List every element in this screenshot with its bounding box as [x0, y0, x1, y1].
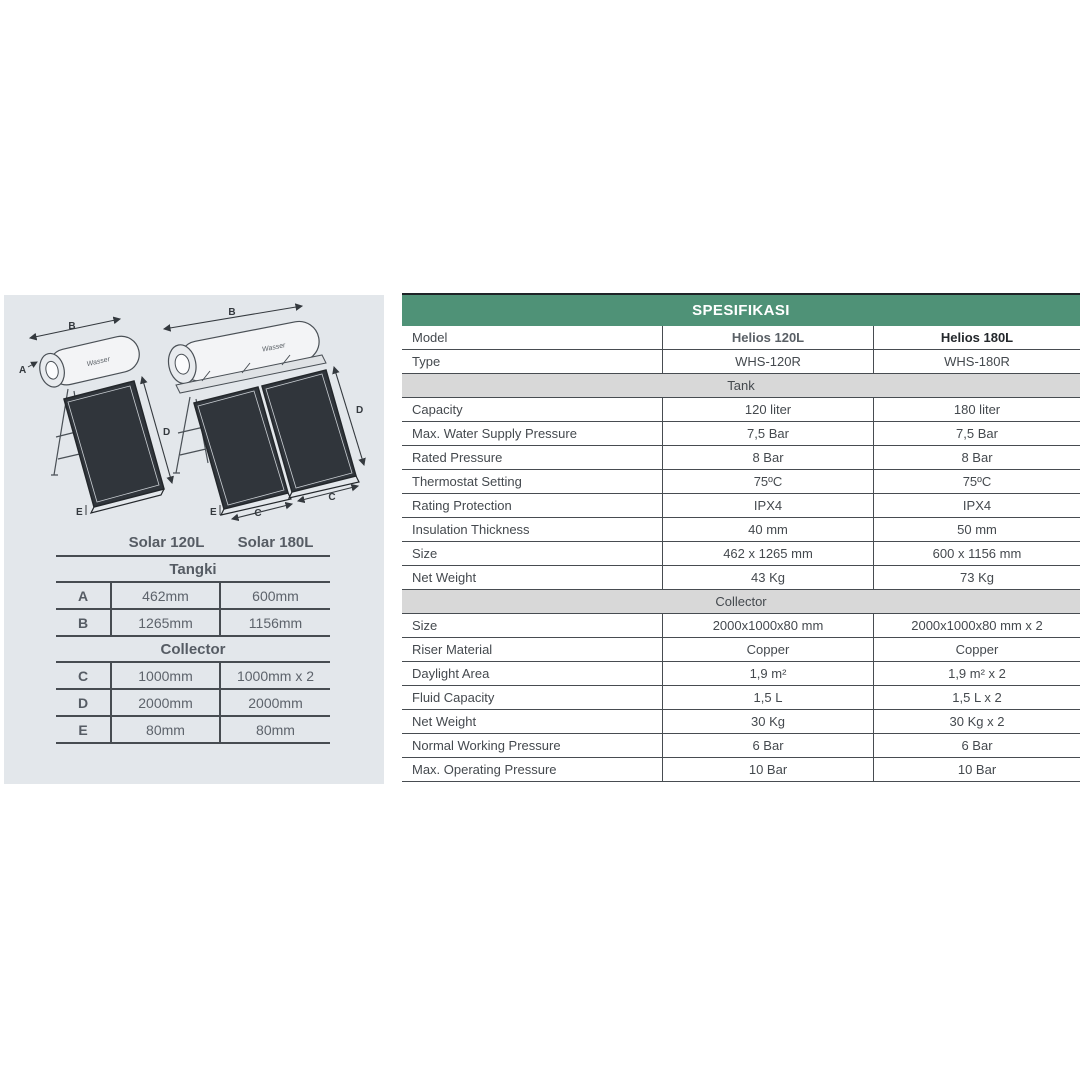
- spec-value: 6 Bar: [873, 734, 1080, 757]
- dim-label-d: D: [163, 427, 171, 438]
- spec-label: Model: [412, 330, 448, 345]
- dim-key: B: [56, 610, 112, 635]
- table-row: [56, 690, 330, 717]
- section-header-collector: Collector: [56, 637, 330, 663]
- dimension-table: [56, 529, 330, 744]
- dimension-table-header: [56, 529, 330, 557]
- spec-value: 7,5 Bar: [873, 422, 1080, 445]
- dim-key: E: [56, 717, 112, 742]
- spec-label: Daylight Area: [412, 666, 490, 681]
- spec-value: 30 Kg: [662, 710, 873, 733]
- dim-value: 462mm: [112, 583, 221, 608]
- dim-value: 600mm: [252, 587, 299, 604]
- spec-value: 1,5 L: [662, 686, 873, 709]
- spec-value: 180 liter: [873, 398, 1080, 421]
- table-row: [402, 734, 1080, 758]
- spec-value: 75ºC: [873, 470, 1080, 493]
- dim-label-a: A: [19, 365, 27, 376]
- table-row: [402, 422, 1080, 446]
- spec-value: Helios 120L: [662, 326, 873, 349]
- table-row: [402, 542, 1080, 566]
- spec-value: 7,5 Bar: [662, 422, 873, 445]
- dim-value: 80mm: [256, 721, 295, 738]
- spec-label: Size: [412, 546, 438, 561]
- spec-label: Normal Working Pressure: [412, 738, 561, 753]
- table-row: [56, 583, 330, 610]
- spec-label: Thermostat Setting: [412, 474, 522, 489]
- spec-value: WHS-180R: [873, 350, 1080, 373]
- spec-value: 50 mm: [873, 518, 1080, 541]
- dim-value: 2000mm: [112, 690, 221, 715]
- table-row: [402, 662, 1080, 686]
- spec-value: 75ºC: [662, 470, 873, 493]
- dim-value: 1156mm: [248, 614, 303, 631]
- dim-value: 80mm: [112, 717, 221, 742]
- col-header-solar-120l: Solar 120L: [128, 533, 205, 551]
- table-row-model: [402, 326, 1080, 350]
- spec-value: 10 Bar: [873, 758, 1080, 781]
- table-row: [56, 663, 330, 690]
- product-dimension-panel: [4, 295, 384, 784]
- spec-label: Type: [412, 354, 441, 369]
- spec-value: 1,9 m²: [662, 662, 873, 685]
- dim-value: 1000mm x 2: [236, 667, 315, 684]
- table-row: [56, 610, 330, 637]
- section-header-tangki: Tangki: [56, 557, 330, 583]
- table-row: [402, 494, 1080, 518]
- dimension-arrow-a: [19, 362, 37, 376]
- spec-value: 8 Bar: [662, 446, 873, 469]
- dim-label-c: C: [328, 492, 336, 503]
- dim-label-e: E: [76, 507, 83, 518]
- dim-key: D: [56, 690, 112, 715]
- dim-value: 1000mm: [112, 663, 221, 688]
- solar-120l-diagram: [14, 315, 174, 521]
- spec-value: 462 x 1265 mm: [662, 542, 873, 565]
- table-row: [402, 518, 1080, 542]
- dimension-arrow-e: [210, 505, 220, 518]
- spec-value: 10 Bar: [662, 758, 873, 781]
- spec-value: 120 liter: [662, 398, 873, 421]
- table-row: [402, 710, 1080, 734]
- table-row: [402, 446, 1080, 470]
- dim-value: 1265mm: [112, 610, 221, 635]
- dimension-arrow-b: [30, 319, 120, 338]
- spec-label: Net Weight: [412, 570, 477, 585]
- table-row-type: [402, 350, 1080, 374]
- spec-value: 2000x1000x80 mm x 2: [873, 614, 1080, 637]
- spec-value: 40 mm: [662, 518, 873, 541]
- table-row: [402, 686, 1080, 710]
- spec-label: Fluid Capacity: [412, 690, 495, 705]
- spec-value: Copper: [662, 638, 873, 661]
- spec-value: 73 Kg: [873, 566, 1080, 589]
- spec-label: Max. Operating Pressure: [412, 762, 557, 777]
- spec-label: Insulation Thickness: [412, 522, 530, 537]
- spec-value: 2000x1000x80 mm: [662, 614, 873, 637]
- spec-value: 6 Bar: [662, 734, 873, 757]
- col-header-solar-180l: Solar 180L: [237, 533, 314, 551]
- dim-label-d: D: [356, 405, 364, 416]
- spec-value: 600 x 1156 mm: [873, 542, 1080, 565]
- spec-label: Riser Material: [412, 642, 493, 657]
- spec-value: Helios 180L: [873, 326, 1080, 349]
- dim-label-b: B: [68, 321, 76, 332]
- spec-table-title: SPESIFIKASI: [402, 295, 1080, 326]
- spec-label: Capacity: [412, 402, 463, 417]
- dim-label-e: E: [210, 507, 217, 518]
- dimension-arrow-e: [76, 505, 86, 518]
- dim-key: A: [56, 583, 112, 608]
- solar-180l-diagram: [154, 301, 376, 527]
- spec-value: WHS-120R: [662, 350, 873, 373]
- dim-label-b: B: [228, 307, 236, 318]
- table-row: [402, 638, 1080, 662]
- tank-brand-logo: Wasser: [261, 342, 287, 354]
- section-header-collector: Collector: [402, 590, 1080, 614]
- spec-value: Copper: [873, 638, 1080, 661]
- spec-table: [402, 293, 1080, 782]
- spec-label: Max. Water Supply Pressure: [412, 426, 577, 441]
- tank-brand-logo: Wasser: [86, 356, 111, 369]
- spec-value: IPX4: [873, 494, 1080, 517]
- dim-key: C: [56, 663, 112, 688]
- spec-value: 1,5 L x 2: [873, 686, 1080, 709]
- spec-label: Net Weight: [412, 714, 477, 729]
- diagram-area: [4, 295, 384, 527]
- spec-value: 1,9 m² x 2: [873, 662, 1080, 685]
- spec-label: Size: [412, 618, 438, 633]
- table-row: [402, 614, 1080, 638]
- dim-value: 2000mm: [248, 694, 303, 711]
- section-header-tank: Tank: [402, 374, 1080, 398]
- dim-label-c: C: [254, 508, 262, 519]
- table-row: [402, 398, 1080, 422]
- spec-label: Rating Protection: [412, 498, 512, 513]
- spec-label: Rated Pressure: [412, 450, 503, 465]
- table-row: [56, 717, 330, 744]
- table-row: [402, 566, 1080, 590]
- spec-value: 30 Kg x 2: [873, 710, 1080, 733]
- tank: [36, 333, 143, 391]
- spec-value: IPX4: [662, 494, 873, 517]
- spec-value: 43 Kg: [662, 566, 873, 589]
- table-row: [402, 758, 1080, 782]
- table-row: [402, 470, 1080, 494]
- spec-value: 8 Bar: [873, 446, 1080, 469]
- dimension-arrow-c1: [232, 504, 292, 519]
